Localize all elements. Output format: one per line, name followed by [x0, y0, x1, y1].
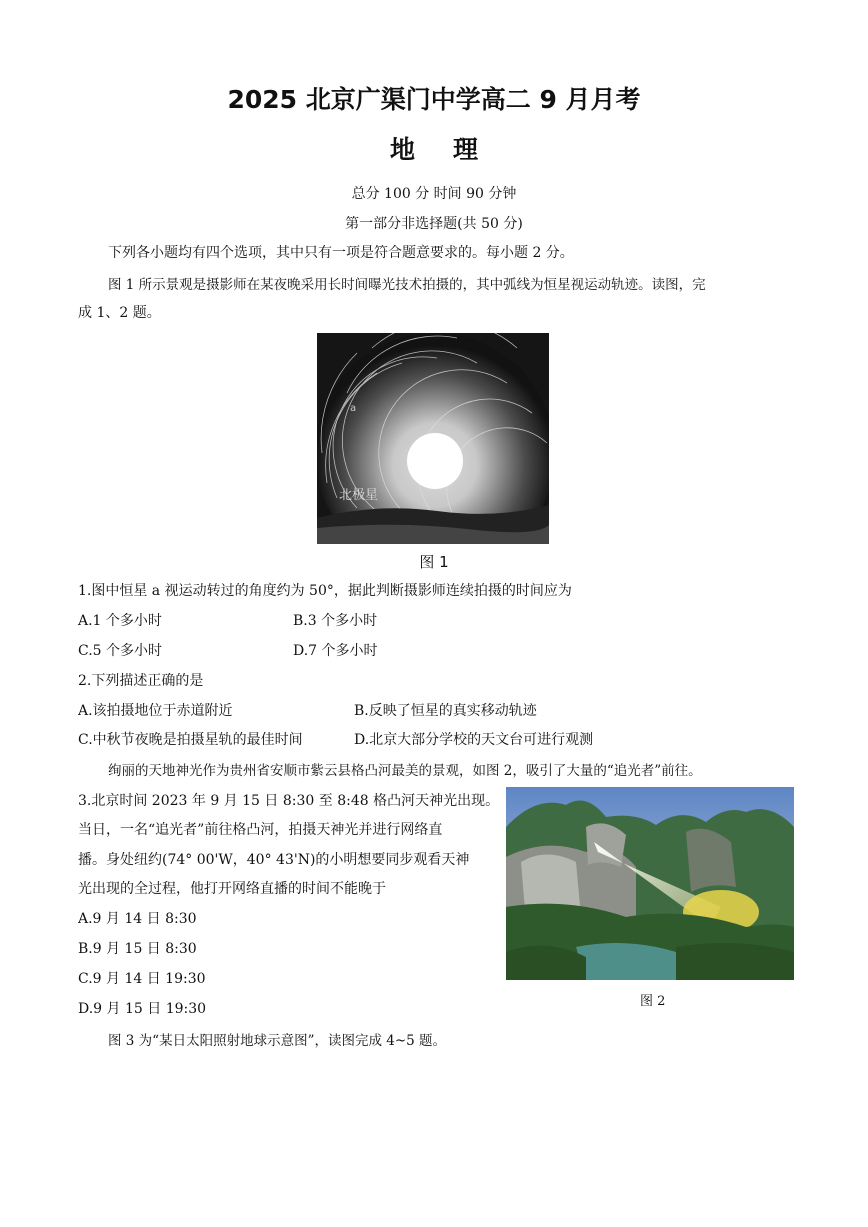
fig1-intro-cont: 成 1、2 题。: [78, 305, 161, 321]
q3-stem-line2: 当日，一名“追光者”前往格凸河，拍摄天神光并进行网络直: [78, 822, 443, 838]
q2-option-b: B.反映了恒星的真实移动轨迹: [354, 703, 537, 719]
fig1-intro: 图 1 所示景观是摄影师在某夜晚采用长时间曝光技术拍摄的，其中弧线为恒星视运动轨迹。读图，完: [108, 277, 706, 293]
q3-stem-line4: 光出现的全过程，他打开网络直播的时间不能晚于: [78, 881, 386, 897]
q1-option-b: B.3 个多小时: [293, 613, 378, 629]
q3-option-b: B.9 月 15 日 8:30: [78, 941, 197, 957]
subject-title: 地理: [389, 135, 516, 164]
exam-title: 2025 北京广渠门中学高二 9 月月考: [227, 85, 641, 114]
q2-option-a: A.该拍摄地位于赤道附近: [78, 703, 233, 719]
q3-option-d: D.9 月 15 日 19:30: [78, 1001, 207, 1017]
figure1-caption: 图 1: [419, 553, 449, 571]
q1-option-d: D.7 个多小时: [293, 643, 378, 659]
q2-option-c: C.中秋节夜晚是拍摄星轨的最佳时间: [78, 732, 303, 748]
polaris-label: 北极星: [339, 488, 379, 503]
part-one-heading: 第一部分非选择题(共 50 分): [345, 216, 523, 232]
score-time: 总分 100 分 时间 90 分钟: [351, 186, 517, 202]
figure2-caption: 图 2: [640, 994, 666, 1009]
q2-option-d: D.北京大部分学校的天文台可进行观测: [354, 732, 594, 748]
general-instructions: 下列各小题均有四个选项，其中只有一项是符合题意要求的。每小题 2 分。: [108, 245, 574, 261]
q1-stem: 1.图中恒星 a 视运动转过的角度约为 50°，据此判断摄影师连续拍摄的时间应为: [78, 583, 572, 599]
star-trail-photo: [317, 333, 549, 544]
q2-stem: 2.下列描述正确的是: [78, 673, 204, 689]
q3-option-a: A.9 月 14 日 8:30: [78, 911, 197, 927]
fig3-intro: 图 3 为“某日太阳照射地球示意图”，读图完成 4~5 题。: [108, 1033, 447, 1049]
q3-stem-line1: 3.北京时间 2023 年 9 月 15 日 8:30 至 8:48 格凸河天神光出现。: [78, 793, 500, 809]
fig2-intro: 绚丽的天地神光作为贵州省安顺市紫云县格凸河最美的景观，如图 2，吸引了大量的“追光者”前往。: [108, 763, 702, 779]
q3-stem-line3: 播。身处纽约(74° 00'W，40° 43'N)的小明想要同步观看天神: [78, 852, 470, 868]
q1-option-a: A.1 个多小时: [78, 613, 162, 629]
star-a-label: a: [350, 403, 357, 414]
q3-option-c: C.9 月 14 日 19:30: [78, 971, 206, 987]
q1-option-c: C.5 个多小时: [78, 643, 163, 659]
karst-light-photo: [506, 787, 794, 980]
